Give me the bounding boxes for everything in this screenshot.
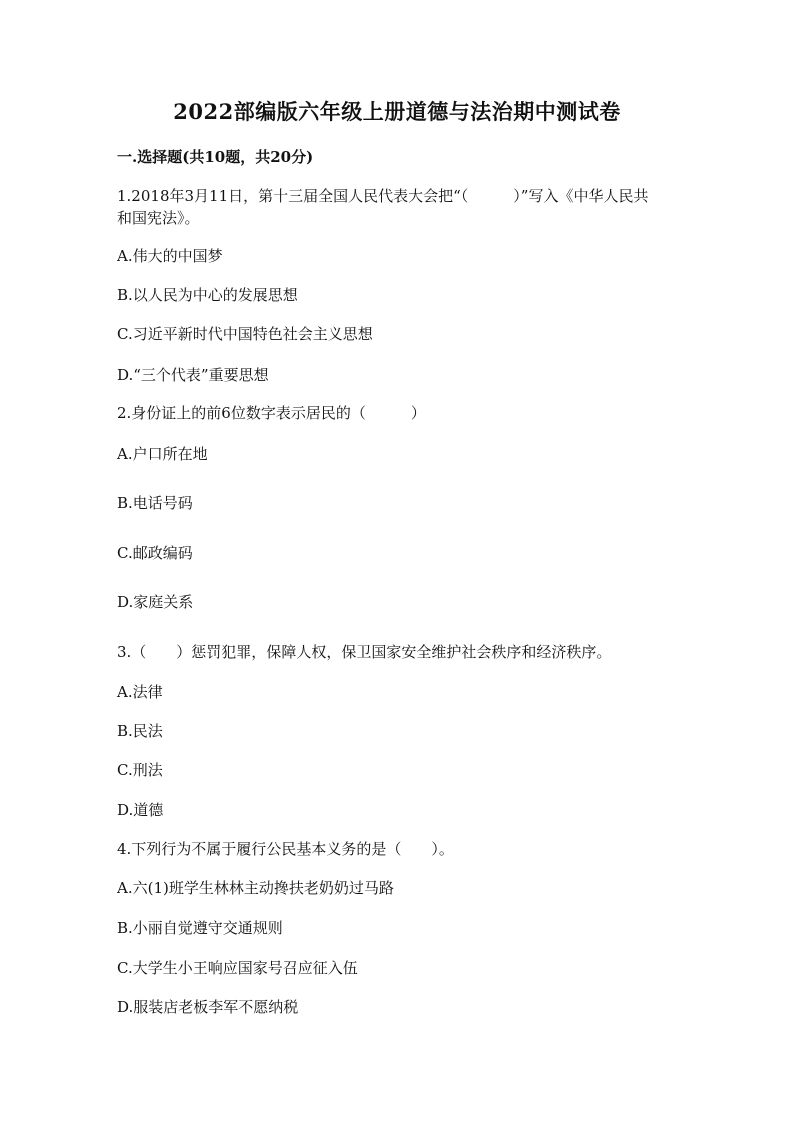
- option-c: C.邮政编码: [117, 544, 193, 562]
- question-stem: 4.下列行为不属于履行公民基本义务的是（ ）。: [117, 840, 454, 858]
- option-d: D.道德: [117, 801, 164, 819]
- question-stem: 2.身份证上的前6位数字表示居民的（ ）: [117, 404, 426, 422]
- option-a: A.伟大的中国梦: [117, 247, 223, 265]
- option-c: C.刑法: [117, 761, 163, 779]
- question-stem: 1.2018年3月11日，第十三届全国人民代表大会把“（ ）”写入《中华人民共和国宪法》。: [117, 187, 649, 227]
- option-b: B.以人民为中心的发展思想: [117, 286, 298, 304]
- option-a: A.六(1)班学生林林主动搀扶老奶奶过马路: [117, 879, 394, 897]
- section-heading: 一.选择题(共10题，共20分): [117, 148, 314, 166]
- option-b: B.民法: [117, 722, 163, 740]
- option-c: C.习近平新时代中国特色社会主义思想: [117, 325, 373, 343]
- option-b: B.电话号码: [117, 494, 193, 512]
- option-d: D.服装店老板李军不愿纳税: [117, 998, 299, 1016]
- option-a: A.法律: [117, 683, 163, 701]
- option-d: D.“三个代表”重要思想: [117, 366, 269, 384]
- option-a: A.户口所在地: [117, 445, 208, 463]
- question-stem: 3.（ ）惩罚犯罪，保障人权，保卫国家安全维护社会秩序和经济秩序。: [117, 643, 612, 661]
- option-b: B.小丽自觉遵守交通规则: [117, 919, 283, 937]
- option-d: D.家庭关系: [117, 593, 194, 611]
- option-c: C.大学生小王响应国家号召应征入伍: [117, 959, 358, 977]
- page-title: 2022部编版六年级上册道德与法治期中测试卷: [173, 99, 621, 124]
